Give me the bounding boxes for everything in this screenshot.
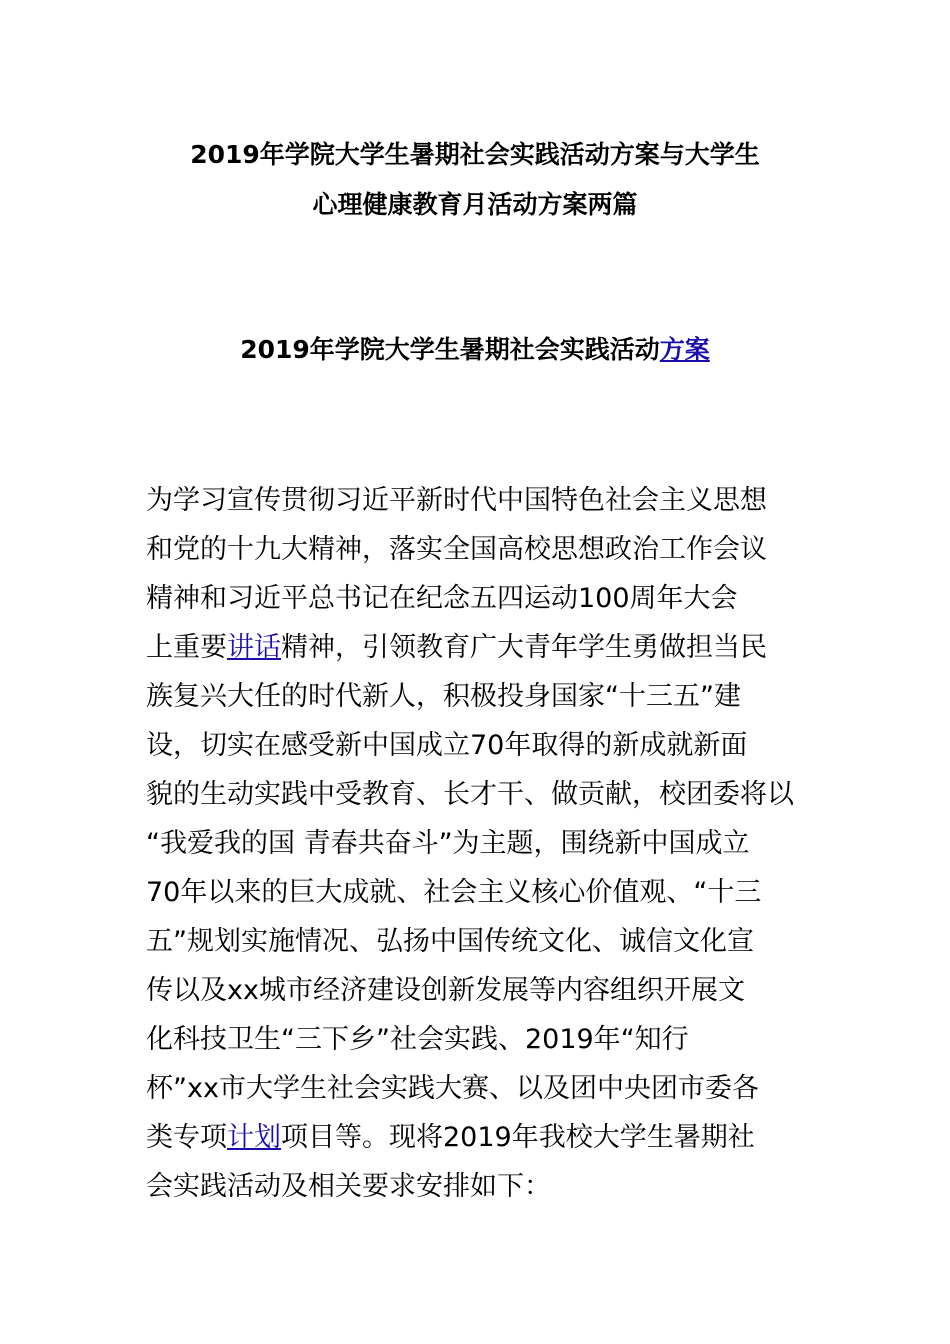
section-heading-link[interactable]: 方案	[659, 335, 710, 364]
title-line-1: 2019年学院大学生暑期社会实践活动方案与大学生	[190, 140, 760, 169]
body-text-segment: 传以及xx城市经济建设创新发展等内容组织开展文	[146, 975, 745, 1006]
document-title	[120, 130, 830, 230]
body-line	[146, 476, 826, 525]
body-line	[146, 525, 826, 574]
body-line	[146, 1015, 826, 1064]
body-text-segment: 貌的生动实践中受教育、长才干、做贡献，校团委将以	[146, 779, 794, 810]
body-line	[146, 1064, 826, 1113]
body-line	[146, 672, 826, 721]
body-text-segment: 类专项	[146, 1122, 227, 1153]
body-line	[146, 966, 826, 1015]
body-text-segment: 杯”xx市大学生社会实践大赛、以及团中央团市委各	[146, 1073, 759, 1104]
body-text-segment: 和党的十九大精神，落实全国高校思想政治工作会议	[146, 534, 767, 565]
body-text-segment: 族复兴大任的时代新人，积极投身国家“十三五”建	[146, 681, 741, 712]
body-line	[146, 721, 826, 770]
section-heading-text: 2019年学院大学生暑期社会实践活动	[240, 335, 660, 364]
title-line-2: 心理健康教育月活动方案两篇	[312, 190, 638, 219]
body-line	[146, 1113, 826, 1162]
body-line	[146, 623, 826, 672]
body-text-segment: 五”规划实施情况、弘扬中国传统文化、诚信文化宣	[146, 926, 754, 957]
body-text-segment: 精神和习近平总书记在纪念五四运动100周年大会	[146, 583, 738, 614]
body-paragraph	[146, 476, 826, 1211]
body-line	[146, 868, 826, 917]
section-heading	[120, 330, 830, 370]
body-text-segment: 70年以来的巨大成就、社会主义核心价值观、“十三	[146, 877, 762, 908]
inline-link[interactable]: 计划	[227, 1122, 281, 1153]
body-line	[146, 574, 826, 623]
body-text-segment: 精神，引领教育广大青年学生勇做担当民	[281, 632, 767, 663]
body-text-segment: 为学习宣传贯彻习近平新时代中国特色社会主义思想	[146, 485, 767, 516]
body-text-segment: 会实践活动及相关要求安排如下：	[146, 1171, 551, 1202]
body-text-segment: 设，切实在感受新中国成立70年取得的新成就新面	[146, 730, 748, 761]
body-line	[146, 770, 826, 819]
body-text-segment: 上重要	[146, 632, 227, 663]
body-text-segment: “我爱我的国 青春共奋斗”为主题，围绕新中国成立	[146, 828, 750, 859]
body-line	[146, 917, 826, 966]
body-line	[146, 1162, 826, 1211]
body-line	[146, 819, 826, 868]
body-text-segment: 项目等。现将2019年我校大学生暑期社	[281, 1122, 755, 1153]
body-text-segment: 化科技卫生“三下乡”社会实践、2019年“知行	[146, 1024, 689, 1055]
inline-link[interactable]: 讲话	[227, 632, 281, 663]
